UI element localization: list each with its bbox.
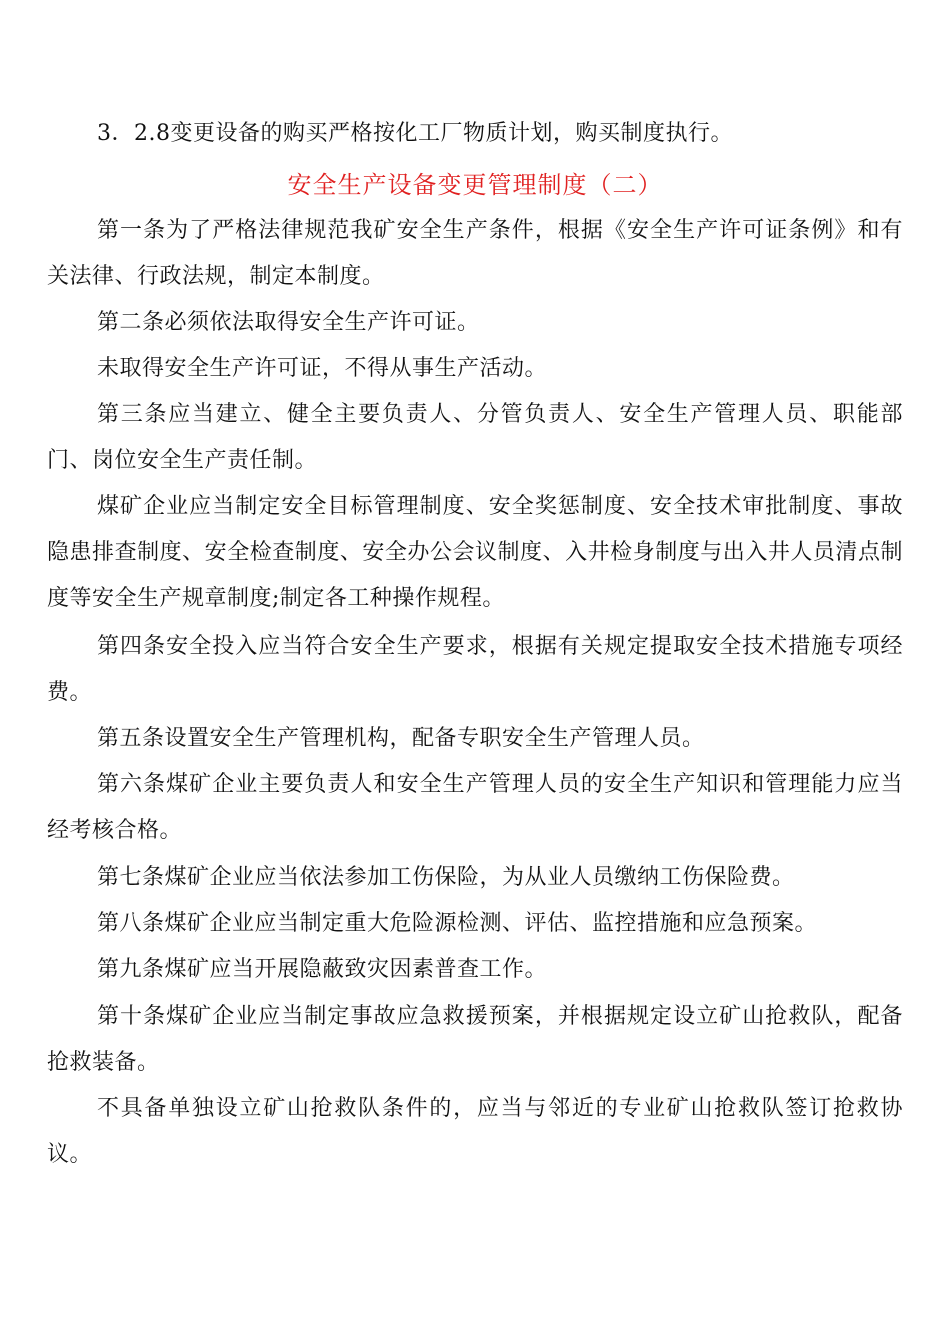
lead-paragraph: 3．2.8变更设备的购买严格按化工厂物质计划，购买制度执行。 (97, 121, 733, 146)
paragraph-article-8: 第八条煤矿企业应当制定重大危险源检测、评估、监控措施和应急预案。 (97, 911, 818, 936)
paragraph-article-7: 第七条煤矿企业应当依法参加工伤保险，为从业人员缴纳工伤保险费。 (97, 865, 795, 890)
paragraph-article-5: 第五条设置安全生产管理机构，配备专职安全生产管理人员。 (97, 726, 705, 751)
paragraph-article-6: 第六条煤矿企业主要负责人和安全生产管理人员的安全生产知识和管理能力应当经考核合格。 (47, 772, 903, 843)
paragraph-coal-systems: 煤矿企业应当制定安全目标管理制度、安全奖惩制度、安全技术审批制度、事故隐患排查制度、安全检查制度、安全办公会议制度、入井检身制度与出入井人员清点制度等安全生产规章制度;制定各工种操作规程。 (47, 494, 903, 611)
paragraph-article-10: 第十条煤矿企业应当制定事故应急救援预案，并根据规定设立矿山抢救队，配备抢救装备。 (47, 1004, 903, 1075)
paragraph-article-9: 第九条煤矿应当开展隐蔽致灾因素普查工作。 (97, 957, 548, 982)
section-title: 安全生产设备变更管理制度（二） (287, 171, 663, 199)
paragraph-article-4: 第四条安全投入应当符合安全生产要求，根据有关规定提取安全技术措施专项经费。 (47, 634, 903, 705)
paragraph-article-2: 第二条必须依法取得安全生产许可证。 (97, 310, 480, 335)
paragraph-no-license: 未取得安全生产许可证，不得从事生产活动。 (97, 356, 548, 381)
paragraph-article-1: 第一条为了严格法律规范我矿安全生产条件，根据《安全生产许可证条例》和有关法律、行政法规，制定本制度。 (47, 218, 903, 289)
paragraph-rescue-agreement: 不具备单独设立矿山抢救队条件的，应当与邻近的专业矿山抢救队签订抢救协议。 (47, 1096, 903, 1167)
paragraph-article-3: 第三条应当建立、健全主要负责人、分管负责人、安全生产管理人员、职能部门、岗位安全生产责任制。 (47, 402, 903, 473)
